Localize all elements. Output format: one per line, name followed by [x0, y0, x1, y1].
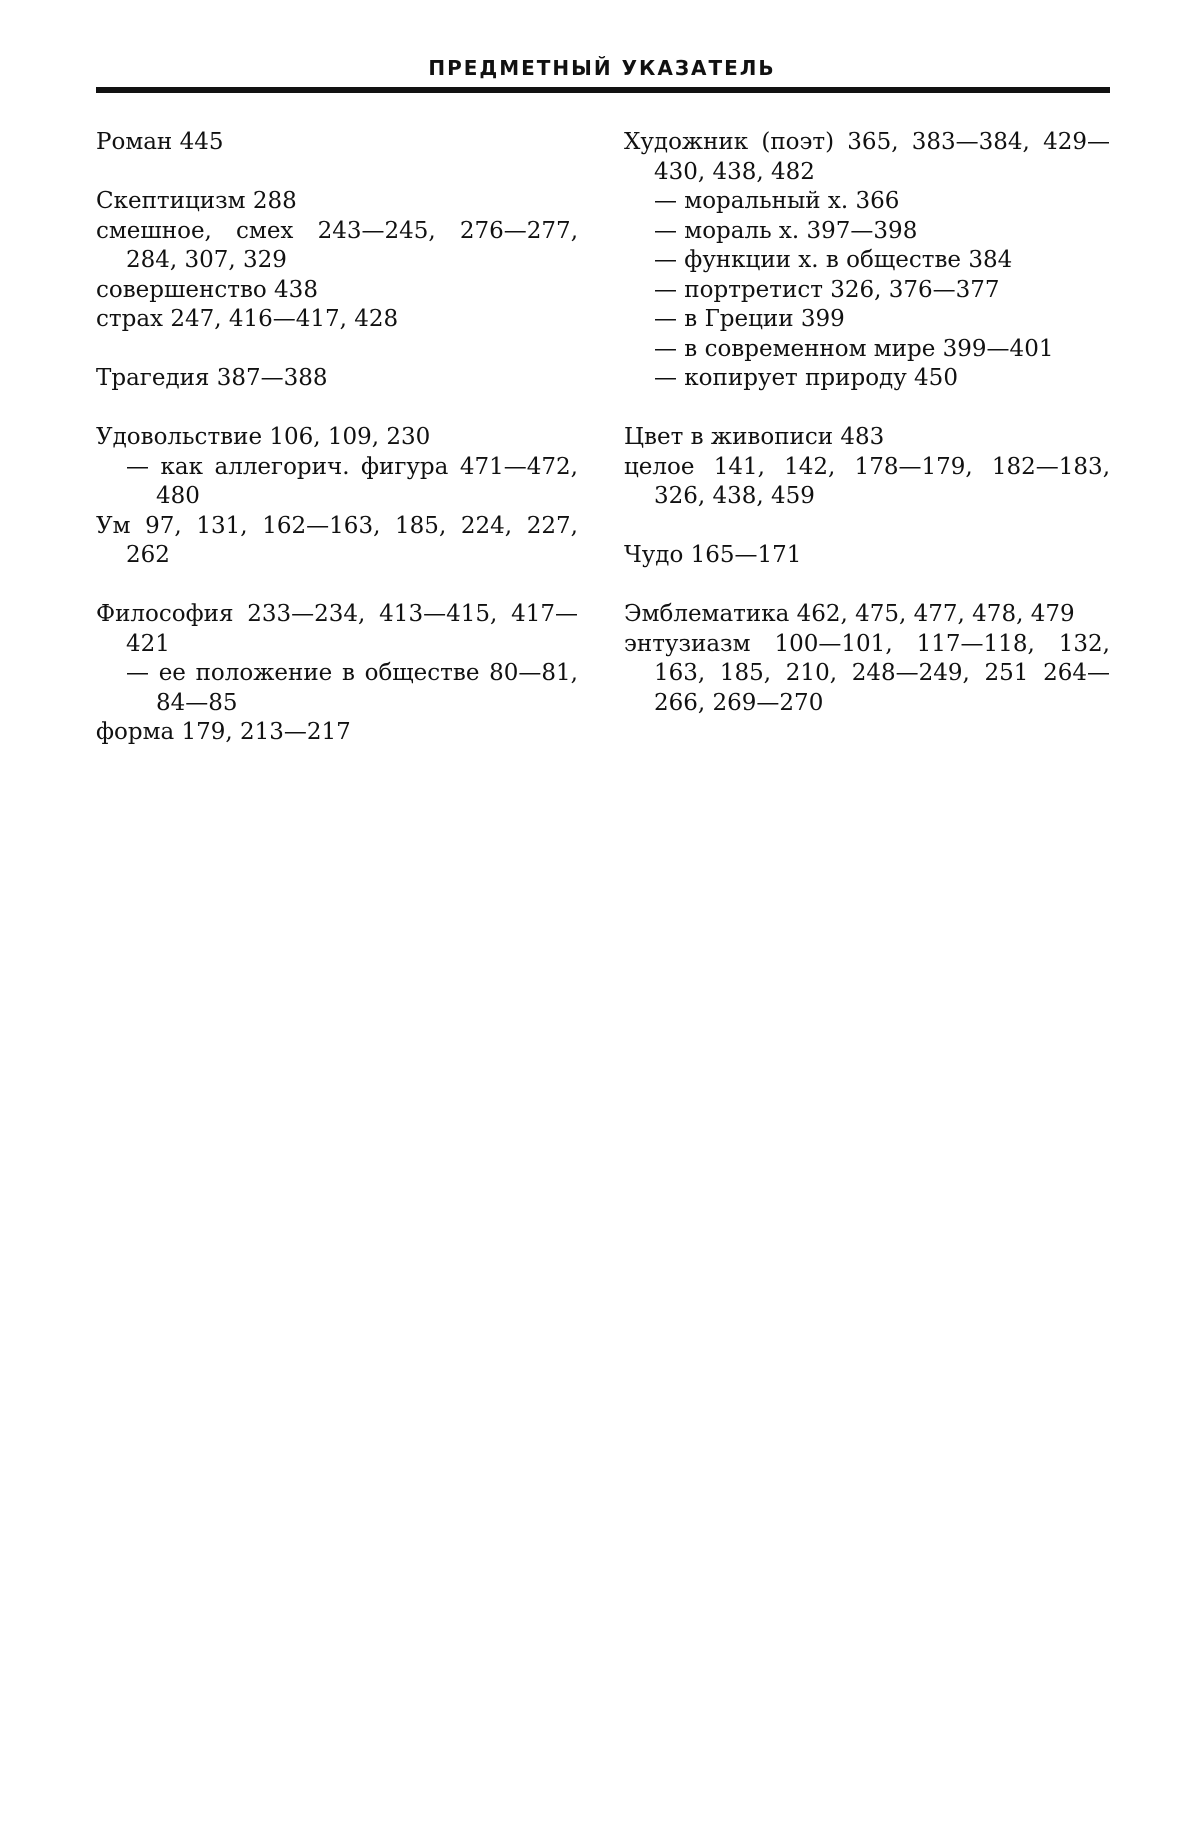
index-entry: Чудо 165—171	[624, 542, 802, 568]
index-subentry: — мораль х. 397—398	[654, 217, 918, 244]
index-column-left	[96, 128, 578, 748]
index-entry: Эмблематика 462, 475, 477, 478, 479	[624, 601, 1075, 627]
index-column-right	[624, 128, 1110, 718]
index-subentry: — в Греции 399	[654, 306, 845, 332]
letter-group-gap	[96, 158, 578, 188]
index-subentry: — в современном мире 399—401	[654, 335, 1054, 362]
index-subentry: — ее положение в обществе 80—81, 84—85	[126, 660, 578, 716]
index-entry: смешное, смех 243—245, 276—277, 284, 307, 329	[96, 217, 578, 273]
index-entry: страх 247, 416—417, 428	[96, 306, 399, 332]
index-subentry: — портретист 326, 376—377	[654, 276, 1000, 303]
letter-group-gap	[96, 571, 578, 601]
index-entry: Цвет в живописи 483	[624, 424, 885, 450]
index-entry: совершенство 438	[96, 276, 318, 303]
index-entry: целое 141, 142, 178—179, 182—183, 326, 438, 459	[624, 453, 1110, 509]
letter-group-gap	[96, 394, 578, 424]
letter-group-gap	[96, 335, 578, 365]
index-entry: форма 179, 213—217	[96, 719, 351, 745]
letter-group-gap	[624, 571, 1110, 601]
letter-group-gap	[624, 394, 1110, 424]
index-subentry: — моральный х. 366	[654, 188, 900, 214]
index-subentry: — копирует природу 450	[654, 365, 958, 391]
running-header: ПРЕДМЕТНЫЙ УКАЗАТЕЛЬ	[428, 56, 776, 80]
index-subentry: — функции х. в обществе 384	[654, 247, 1013, 273]
index-entry: Удовольствие 106, 109, 230	[96, 424, 431, 450]
letter-group-gap	[624, 512, 1110, 542]
index-entry: Роман 445	[96, 129, 224, 155]
index-subentry: — как аллегорич. фигура 471—472, 480	[126, 453, 578, 509]
index-entry: Трагедия 387—388	[96, 365, 328, 391]
index-entry: Художник (поэт) 365, 383—384, 429—430, 438, 482	[624, 129, 1110, 185]
index-entry: Философия 233—234, 413—415, 417—421	[96, 601, 578, 657]
index-entry: энтузиазм 100—101, 117—118, 132, 163, 185, 210, 248—249, 251 264—266, 269—270	[624, 630, 1110, 716]
index-entry: Скептицизм 288	[96, 188, 297, 214]
index-entry: Ум 97, 131, 162—163, 185, 224, 227, 262	[96, 512, 578, 568]
header-rule	[96, 87, 1110, 93]
